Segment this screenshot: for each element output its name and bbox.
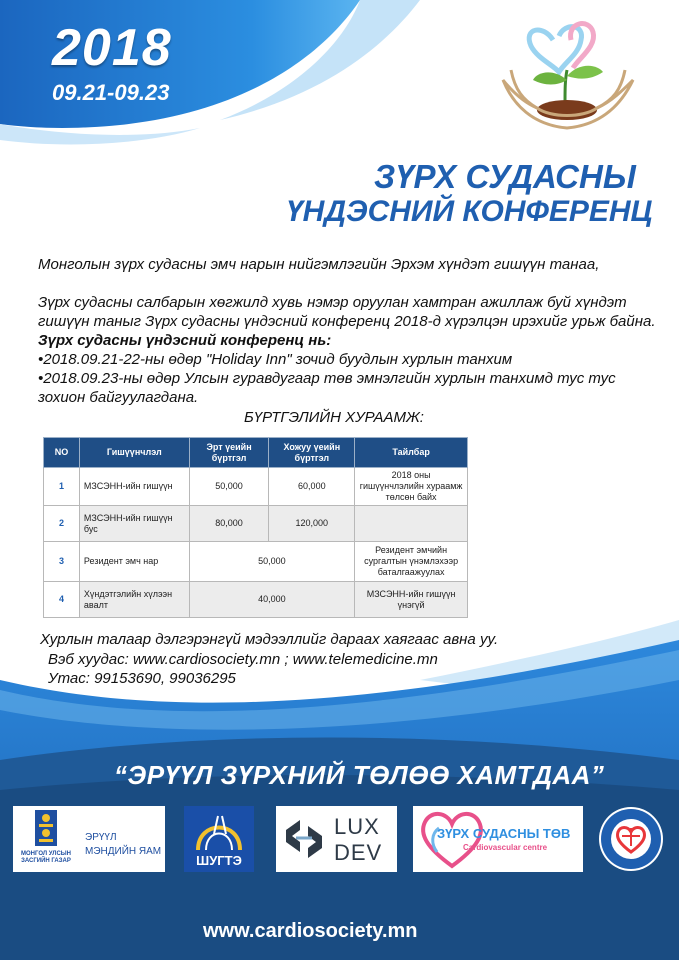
row-number: 3 (44, 542, 80, 582)
ministry-government-text: МОНГОЛ УЛСЫН ЗАСГИЙН ГАЗАР (21, 851, 71, 864)
luxdev-lux-text: LUX (334, 814, 380, 839)
ministry-of-health-logo (13, 806, 165, 872)
heart-centre-name: ЗҮРХ СУДАСНЫ ТӨВ (437, 826, 571, 841)
membership-cell: МЗСЭНН-ийн гишүүн бус (79, 506, 189, 542)
row-number: 4 (44, 582, 80, 618)
arch-icon (192, 810, 246, 850)
venue-bullet-2-line-1: •2018.09.23-ны өдөр Улсын гуравдугаар төв эмнэлгийн хурлын танхимд тус тус (38, 370, 616, 387)
row-number: 1 (44, 468, 80, 506)
luxdev-mark-icon (282, 816, 326, 862)
fee-cell: 40,000 (189, 582, 355, 618)
website-text: Вэб хуудас: www.cardiosociety.mn ; www.telemedicine.mn (48, 651, 438, 668)
ministry-name-line-1: ЭРҮҮЛ (85, 832, 117, 843)
table-header-row (44, 438, 468, 468)
cardiovascular-centre-logo (413, 806, 583, 872)
column-header: Гишүүнчлэл (79, 438, 189, 468)
society-of-cardiologists-seal (598, 806, 664, 872)
membership-cell: Хүндэтгэлийн хүлээн авалт (79, 582, 189, 618)
table-row (44, 468, 468, 506)
registration-fee-table (43, 437, 468, 618)
column-header: Тайлбар (355, 438, 468, 468)
registration-heading: БҮРТГЭЛИЙН ХУРААМЖ: (244, 409, 424, 426)
early-fee-cell: 50,000 (189, 468, 269, 506)
luxdev-dev-text: DEV (334, 840, 383, 865)
heart-centre-english: Cardiovascular centre (463, 843, 548, 852)
event-dates: 09.21-09.23 (52, 80, 170, 105)
membership-cell: МЗСЭНН-ийн гишүүн (79, 468, 189, 506)
footer-website-url[interactable]: www.cardiosociety.mn (203, 920, 418, 942)
note-cell: 2018 оны гишүүнчлэлийн хураамж төлсөн байх (355, 468, 468, 506)
contact-info-text: Хурлын талаар дэлгэрэнгүй мэдээллийг дараах хаягаас авна уу. (40, 631, 499, 648)
phone-text: Утас: 99153690, 99036295 (48, 670, 236, 687)
luxdev-logo (276, 806, 397, 872)
shugte-logo (184, 806, 254, 872)
venue-bullet-2-line-2: зохион байгуулагдана. (38, 389, 199, 406)
late-fee-cell: 120,000 (269, 506, 355, 542)
title-line-2: ҮНДЭСНИЙ КОНФЕРЕНЦ (286, 195, 653, 228)
slogan: “ЭРҮҮЛ ЗҮРХНИЙ ТӨЛӨӨ ХАМТДАА” (114, 760, 605, 790)
column-header: Хожуу үеийн бүртгэл (269, 438, 355, 468)
soyombo-emblem-icon (35, 810, 57, 846)
row-number: 2 (44, 506, 80, 542)
table-row (44, 582, 468, 618)
invitation-line-2: гишүүн таныг Зүрх судасны үндэсний конференц 2018-д хүрэлцэн ирэхийг урьж байна. (38, 313, 656, 330)
column-header: NO (44, 438, 80, 468)
venue-bullet-1: •2018.09.21-22-ны өдөр "Holiday Inn" зочид буудлын хурлын танхим (38, 351, 513, 368)
column-header: Эрт үеийн бүртгэл (189, 438, 269, 468)
table-row (44, 542, 468, 582)
shugte-text: ШУГТЭ (196, 853, 242, 868)
fee-cell: 50,000 (189, 542, 355, 582)
note-cell (355, 506, 468, 542)
greeting-text: Монголын зүрх судасны эмч нарын нийгэмлэгийн Эрхэм хүндэт гишүүн танаа, (38, 256, 600, 273)
year: 2018 (52, 19, 172, 77)
conference-heading: Зүрх судасны үндэсний конференц нь: (38, 332, 332, 349)
note-cell: Резидент эмчийн сургалтын үнэмлэхээр баталгаажуулах (355, 542, 468, 582)
hands-plant-heart-icon (493, 10, 643, 140)
late-fee-cell: 60,000 (269, 468, 355, 506)
invitation-line-1: Зүрх судасны салбарын хөгжилд хувь нэмэр оруулан хамтран ажиллаж буй хүндэт (38, 294, 627, 311)
membership-cell: Резидент эмч нар (79, 542, 189, 582)
note-cell: МЗСЭНН-ийн гишүүн үнэгүй (355, 582, 468, 618)
early-fee-cell: 80,000 (189, 506, 269, 542)
ministry-name-line-2: МЭНДИЙН ЯАМ (85, 846, 162, 857)
table-row (44, 506, 468, 542)
title-line-1: ЗҮРХ СУДАСНЫ (374, 158, 636, 195)
